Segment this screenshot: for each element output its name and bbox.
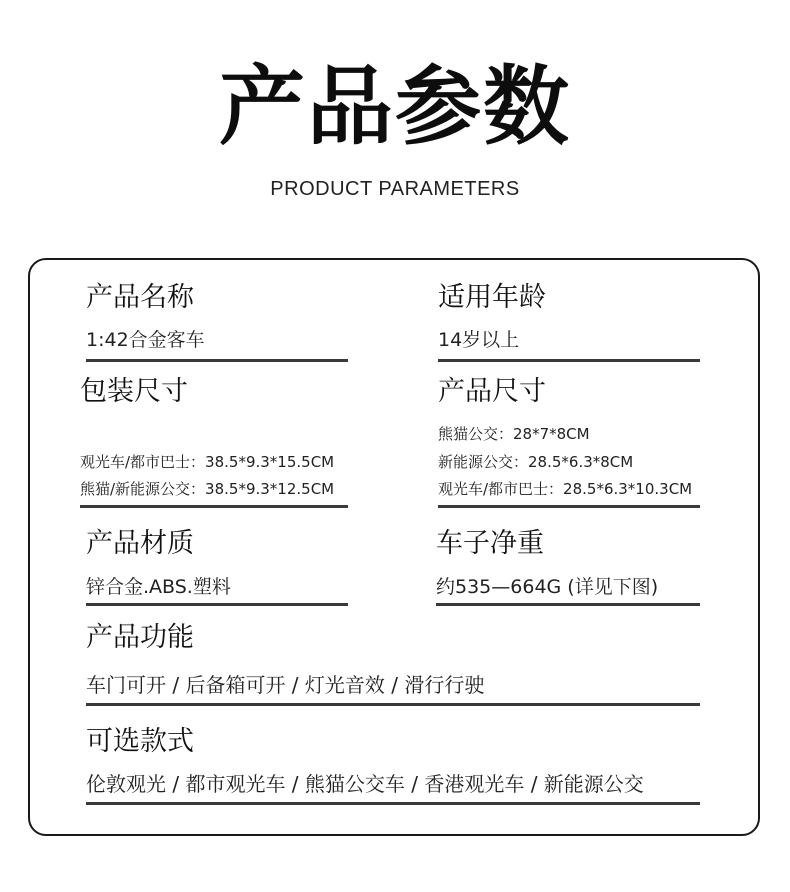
product-size-line: 熊猫公交：28*7*8CM xyxy=(438,425,590,443)
product-size-label: 产品尺寸 xyxy=(438,376,546,407)
functions-divider xyxy=(86,703,700,706)
options-value: 伦敦观光 / 都市观光车 / 熊猫公交车 / 香港观光车 / 新能源公交 xyxy=(86,772,644,796)
product-size-divider xyxy=(438,505,700,508)
page-subtitle: PRODUCT PARAMETERS xyxy=(270,178,520,200)
age-label: 适用年龄 xyxy=(438,282,546,313)
functions-value: 车门可开 / 后备箱可开 / 灯光音效 / 滑行行驶 xyxy=(86,673,485,697)
package-size-line: 熊猫/新能源公交：38.5*9.3*12.5CM xyxy=(80,480,335,498)
product-name-divider xyxy=(86,359,348,362)
age-divider xyxy=(438,359,700,362)
material-divider xyxy=(86,603,348,606)
product-name-value: 1:42合金客车 xyxy=(86,329,205,351)
material-label: 产品材质 xyxy=(86,528,194,559)
page-title: 产品参数 xyxy=(219,57,571,157)
material-value: 锌合金.ABS.塑料 xyxy=(86,576,231,598)
package-size-divider xyxy=(80,505,348,508)
functions-label: 产品功能 xyxy=(86,622,194,653)
package-size-label: 包装尺寸 xyxy=(80,376,188,407)
options-label: 可选款式 xyxy=(86,726,194,757)
options-divider xyxy=(86,802,700,805)
net-weight-divider xyxy=(436,603,700,606)
age-value: 14岁以上 xyxy=(438,329,520,351)
net-weight-label: 车子净重 xyxy=(436,528,544,559)
product-size-line: 新能源公交：28.5*6.3*8CM xyxy=(438,453,634,471)
net-weight-value: 约535—664G (详见下图) xyxy=(436,576,659,598)
package-size-line: 观光车/都市巴士：38.5*9.3*15.5CM xyxy=(80,453,335,471)
product-size-line: 观光车/都市巴士：28.5*6.3*10.3CM xyxy=(438,480,693,498)
product-name-label: 产品名称 xyxy=(86,282,194,313)
